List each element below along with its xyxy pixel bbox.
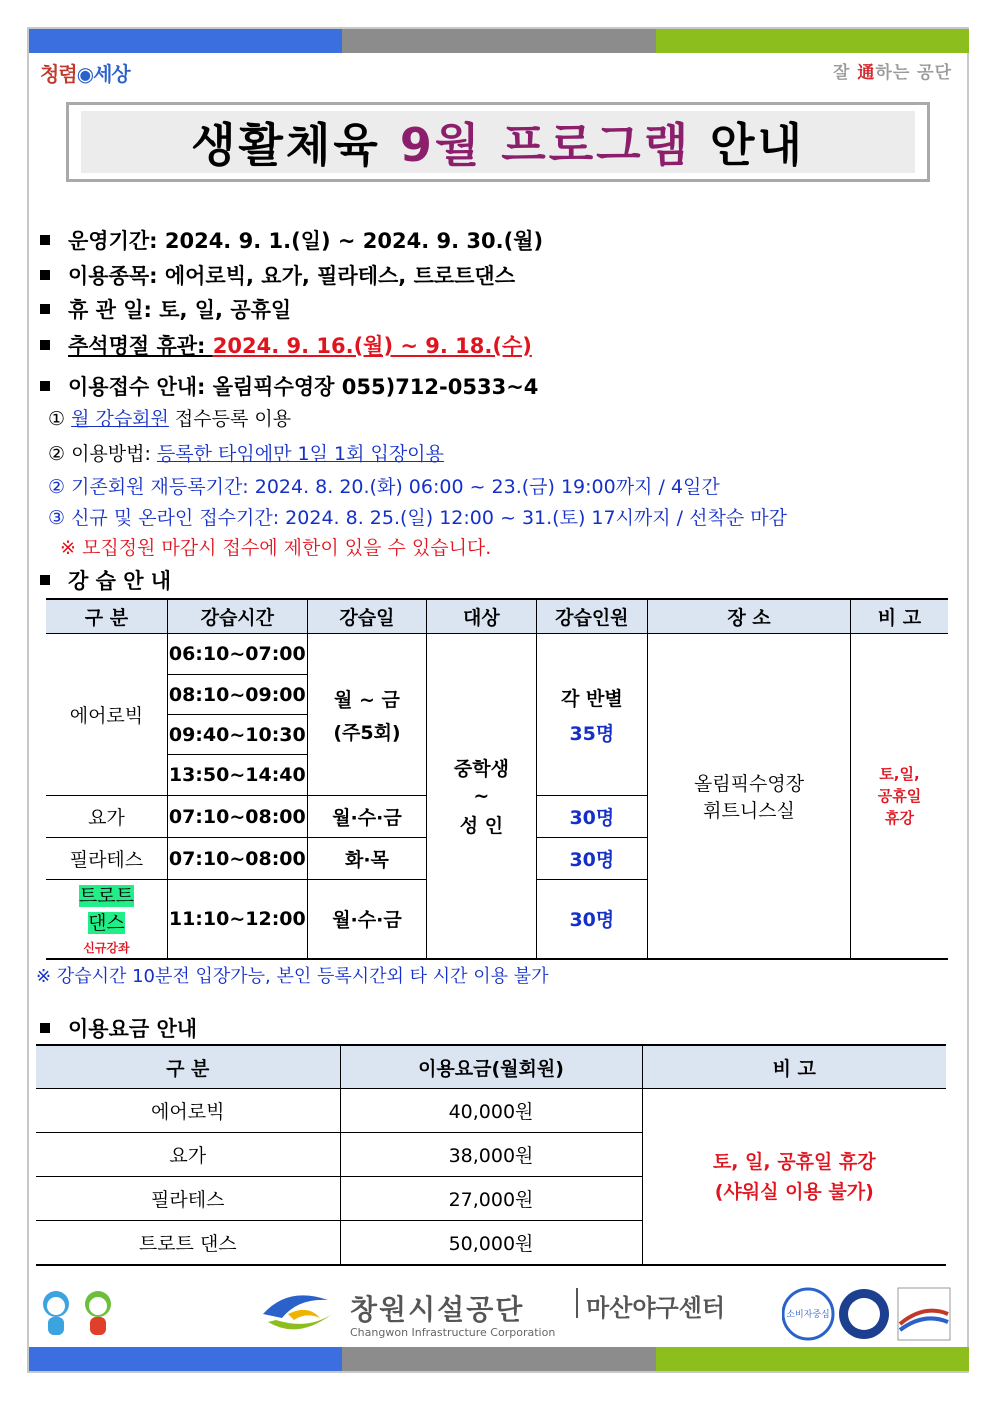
class-heading: 강 습 안 내 bbox=[40, 565, 171, 595]
trot-capacity: 30명 bbox=[536, 880, 647, 959]
remark-cell: 토,일, 공휴일 휴강 bbox=[850, 634, 948, 959]
pilates-label: 필라테스 bbox=[46, 838, 167, 880]
bottom-color-bar bbox=[29, 1347, 969, 1371]
fee-table bbox=[36, 1044, 946, 1266]
header-place: 장 소 bbox=[648, 599, 851, 634]
fee-row-name: 필라테스 bbox=[36, 1177, 340, 1221]
fee-row-price: 27,000원 bbox=[340, 1177, 642, 1221]
top-color-bar bbox=[29, 29, 969, 53]
warning-note: ※ 모집정원 마감시 접수에 제한이 있을 수 있습니다. bbox=[60, 537, 492, 559]
aerobic-label: 에어로빅 bbox=[46, 634, 167, 796]
aerobic-time-3: 09:40~10:30 bbox=[167, 715, 307, 755]
fee-row-name: 요가 bbox=[36, 1133, 340, 1177]
page-title: 생활체육 9월 프로그램 안내 bbox=[191, 118, 805, 172]
slogan: 잘 通하는 공단 bbox=[833, 63, 952, 83]
info-closed: 휴 관 일: 토, 일, 공휴일 bbox=[40, 294, 291, 324]
corp-logo: 창원시설공단 마산야구센터 Changwon Infrastructure Corporation bbox=[258, 1284, 338, 1344]
corp-emblem-icon bbox=[258, 1284, 338, 1340]
pilates-time: 07:10~08:00 bbox=[167, 838, 307, 880]
fee-row-name: 에어로빅 bbox=[36, 1089, 340, 1133]
title-box bbox=[66, 102, 930, 182]
fee-header-category: 구 분 bbox=[36, 1045, 340, 1089]
mascot-icon bbox=[36, 1284, 126, 1344]
yoga-capacity: 30명 bbox=[536, 796, 647, 838]
fee-remark: 토, 일, 공휴일 휴강 (샤워실 이용 불가) bbox=[642, 1089, 946, 1266]
header-days: 강습일 bbox=[307, 599, 426, 634]
class-footnote: ※ 강습시간 10분전 입장가능, 본인 등록시간외 타 시간 이용 불가 bbox=[36, 966, 549, 987]
integrity-logo: 청렴◉세상 bbox=[40, 62, 130, 86]
aerobic-days: 월 ~ 금 (주5회) bbox=[307, 634, 426, 796]
header-capacity: 강습인원 bbox=[536, 599, 647, 634]
yoga-days: 월·수·금 bbox=[307, 796, 426, 838]
target-cell: 중학생 ~ 성 인 bbox=[427, 634, 536, 959]
fee-row-name: 트로트 댄스 bbox=[36, 1221, 340, 1266]
trot-days: 월·수·금 bbox=[307, 880, 426, 959]
header-target: 대상 bbox=[427, 599, 536, 634]
class-table bbox=[46, 598, 948, 960]
trot-label: 트로트 댄스 신규강좌 bbox=[46, 880, 167, 959]
fee-row-price: 38,000원 bbox=[340, 1133, 642, 1177]
aerobic-capacity: 각 반별 35명 bbox=[536, 634, 647, 796]
fee-row-price: 40,000원 bbox=[340, 1089, 642, 1133]
info-chuseok: 추석명절 휴관: 2024. 9. 16.(월) ~ 9. 18.(수) bbox=[40, 330, 532, 360]
certification-badges-icon bbox=[782, 1284, 952, 1344]
fee-heading: 이용요금 안내 bbox=[40, 1013, 197, 1043]
fee-row-price: 50,000원 bbox=[340, 1221, 642, 1266]
aerobic-time-4: 13:50~14:40 bbox=[167, 755, 307, 796]
note-3: ② 기존회원 재등록기간: 2024. 8. 20.(화) 06:00 ~ 23.(금) 19:00까지 / 4일간 bbox=[48, 476, 720, 498]
place-cell: 올림픽수영장 휘트니스실 bbox=[648, 634, 851, 959]
pilates-days: 화·목 bbox=[307, 838, 426, 880]
new-class-tag: 신규강좌 bbox=[83, 941, 130, 956]
note-4: ③ 신규 및 온라인 접수기간: 2024. 8. 25.(일) 12:00 ~ 31.(토) 17시까지 / 선착순 마감 bbox=[48, 507, 787, 529]
aerobic-time-2: 08:10~09:00 bbox=[167, 675, 307, 715]
yoga-label: 요가 bbox=[46, 796, 167, 838]
header-remark: 비 고 bbox=[850, 599, 948, 634]
aerobic-time-1: 06:10~07:00 bbox=[167, 634, 307, 675]
info-items: 이용종목: 에어로빅, 요가, 필라테스, 트로트댄스 bbox=[40, 260, 515, 290]
fee-header-price: 이용요금(월회원) bbox=[340, 1045, 642, 1089]
note-1: ① 월 강습회원 접수등록 이용 bbox=[48, 408, 292, 430]
svg-text:소비자중심: 소비자중심 bbox=[786, 1310, 830, 1320]
header-time: 강습시간 bbox=[167, 599, 307, 634]
info-period: 운영기간: 2024. 9. 1.(일) ~ 2024. 9. 30.(월) bbox=[40, 225, 543, 255]
trot-time: 11:10~12:00 bbox=[167, 880, 307, 959]
pilates-capacity: 30명 bbox=[536, 838, 647, 880]
header-category: 구 분 bbox=[46, 599, 167, 634]
note-2: ② 이용방법: 등록한 타임에만 1일 1회 입장이용 bbox=[48, 443, 444, 465]
info-reception: 이용접수 안내: 올림픽수영장 055)712-0533~4 bbox=[40, 371, 538, 401]
fee-header-remark: 비 고 bbox=[642, 1045, 946, 1089]
yoga-time: 07:10~08:00 bbox=[167, 796, 307, 838]
